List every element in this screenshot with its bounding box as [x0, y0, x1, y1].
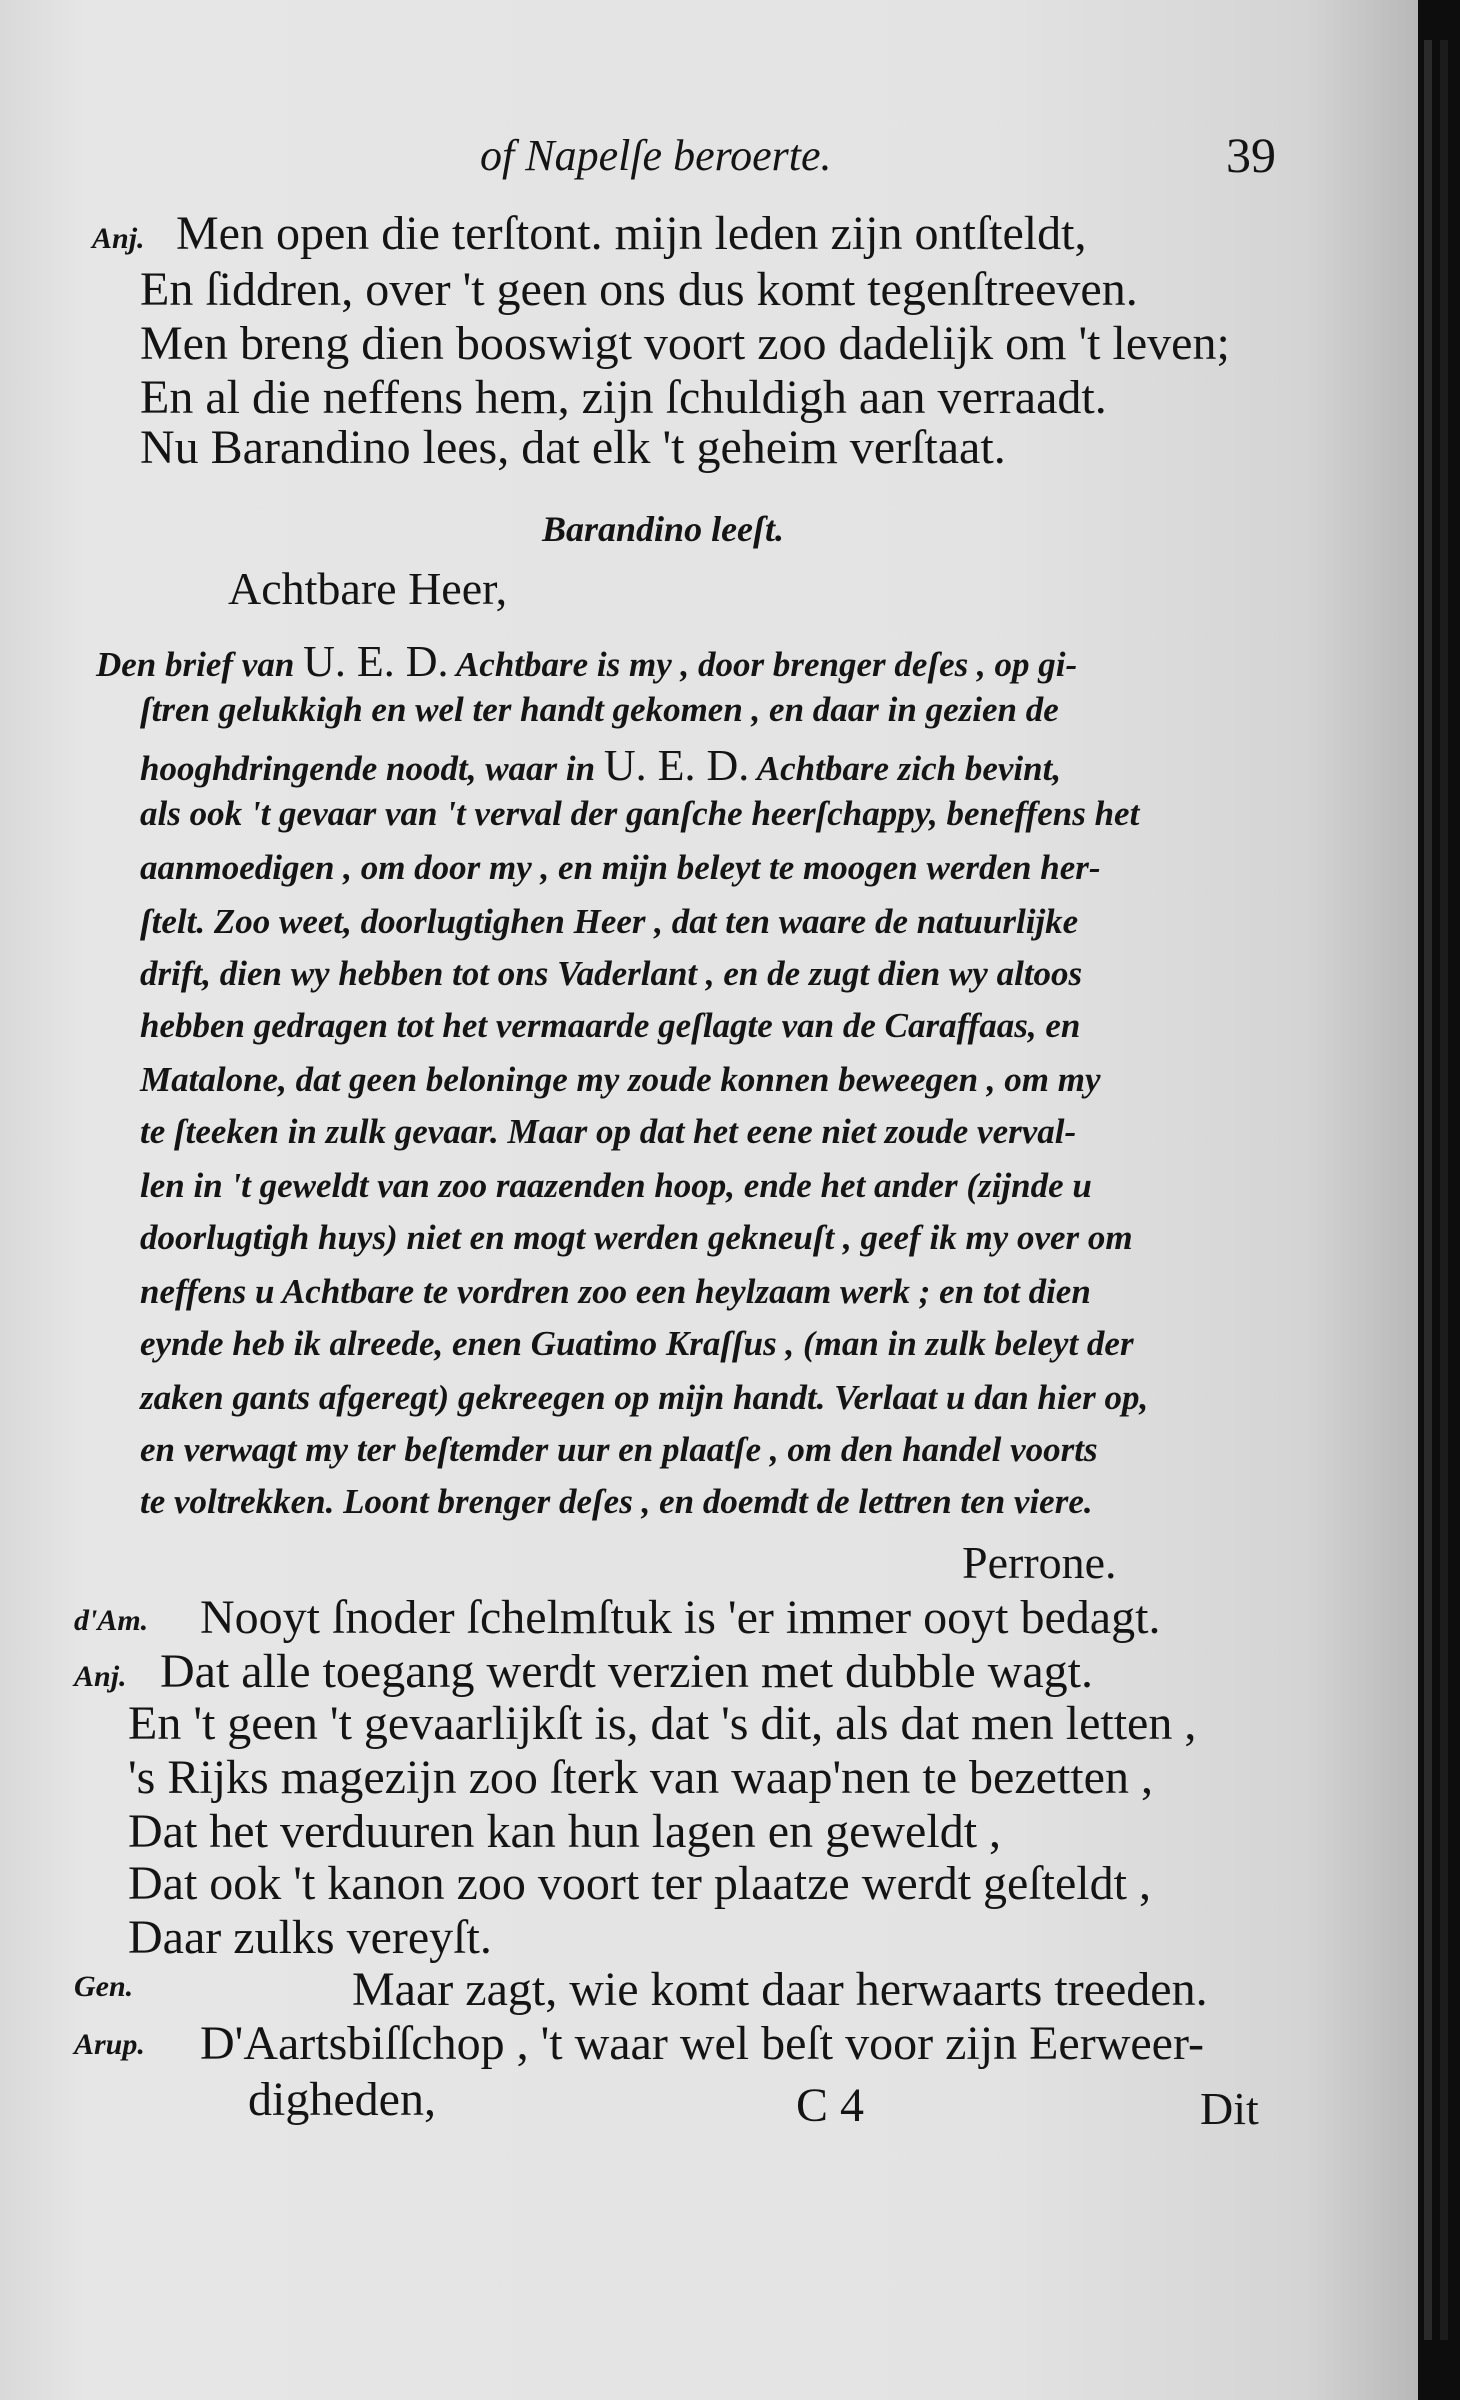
letter-line: te voltrekken. Loont brenger deſes , en doemdt de lettren ten viere.: [140, 1482, 1093, 1521]
verse-line: Daar zulks vereyſt.: [128, 1911, 492, 1964]
catchword: Dit: [1200, 2083, 1259, 2134]
letter-line: en verwagt my ter beſtemder uur en plaatſe , om den handel voorts: [140, 1430, 1098, 1469]
speaker-label: Gen.: [74, 1970, 134, 2003]
verse-line: Dat ook 't kanon zoo voort ter plaatze werdt geſteldt ,: [128, 1857, 1151, 1910]
letter-line: neffens u Achtbare te vordren zoo een heylzaam werk ; en tot dien: [140, 1272, 1091, 1311]
verse-line: Nu Barandino lees, dat elk 't geheim verſtaat.: [140, 421, 1006, 474]
verse-line: Men breng dien booswigt voort zoo dadelijk om 't leven;: [140, 317, 1230, 370]
letter-salutation: Achtbare Heer,: [228, 563, 508, 614]
verse-line: D'Aartsbiſſchop , 't waar wel beſt voor zijn Eerweer-: [200, 2017, 1204, 2070]
letter-line: drift, dien wy hebben tot ons Vaderlant , en de zugt dien wy altoos: [140, 954, 1083, 993]
letter-line: eynde heb ik alreede, enen Guatimo Kraſſus , (man in zulk beleyt der: [140, 1324, 1134, 1363]
letter-line: zaken gants afgeregt) gekreegen op mijn handt. Verlaat u dan hier op,: [140, 1378, 1149, 1417]
verse-line: En ſiddren, over 't geen ons dus komt tegenſtreeven.: [140, 263, 1138, 316]
letter-line: hooghdringende noodt, waar in U. E. D. Achtbare zich bevint,: [140, 741, 1062, 790]
letter-line: doorlugtigh huys) niet en mogt werden gekneuſt , geef ik my over om: [140, 1218, 1133, 1257]
letter-line: len in 't geweldt van zoo raazenden hoop, ende het ander (zijnde u: [140, 1166, 1092, 1205]
verse-line: 's Rijks magezijn zoo ſterk van waap'nen te bezetten ,: [128, 1751, 1153, 1804]
letter-line: Matalone, dat geen beloninge my zoude konnen beweegen , om my: [140, 1060, 1101, 1099]
verse-line: Nooyt ſnoder ſchelmſtuk is 'er immer ooyt bedagt.: [200, 1591, 1161, 1644]
verse-line: Dat het verduuren kan hun lagen en geweldt ,: [128, 1805, 1002, 1858]
running-title: of Napelſe beroerte.: [480, 131, 832, 180]
speaker-label: d'Am.: [74, 1604, 149, 1637]
verse-line: Dat alle toegang werdt verzien met dubble wagt.: [160, 1645, 1093, 1698]
verse-line: Men open die terſtont. mijn leden zijn ontſteldt,: [176, 207, 1087, 260]
speaker-label: Arup.: [74, 2028, 145, 2061]
letter-line: Den brief van U. E. D. Achtbare is my , door brenger deſes , op gi-: [96, 637, 1078, 686]
book-edge: [1424, 40, 1432, 2340]
verse-line: En al die neffens hem, zijn ſchuldigh aan verraadt.: [140, 371, 1107, 424]
letter-line: ſtren gelukkigh en wel ter handt gekomen , en daar in gezien de: [140, 690, 1059, 729]
signature-mark: C 4: [796, 2079, 865, 2132]
verse-line: En 't geen 't gevaarlijkſt is, dat 's dit, als dat men letten ,: [128, 1697, 1197, 1750]
verse-line: digheden,: [248, 2073, 436, 2126]
letter-line: als ook 't gevaar van 't verval der ganſche heerſchappy, beneffens het: [140, 794, 1140, 833]
letter-line: aanmoedigen , om door my , en mijn beleyt te moogen werden her-: [140, 848, 1101, 887]
letter-signature: Perrone.: [962, 1537, 1117, 1588]
page-number: 39: [1226, 127, 1276, 183]
letter-line: te ſteeken in zulk gevaar. Maar op dat het eene niet zoude verval-: [140, 1112, 1077, 1151]
book-edge: [1440, 40, 1448, 2340]
letter-line: ſtelt. Zoo weet, doorlugtighen Heer , dat ten waare de natuurlijke: [140, 902, 1079, 941]
verse-line: Maar zagt, wie komt daar herwaarts treeden.: [352, 1963, 1208, 2016]
speaker-label: Anj.: [92, 222, 145, 255]
speaker-label: Anj.: [74, 1660, 127, 1693]
stage-direction: Barandino leeſt.: [542, 509, 785, 549]
letter-line: hebben gedragen tot het vermaarde geſlagte van de Caraffaas, en: [140, 1006, 1081, 1045]
